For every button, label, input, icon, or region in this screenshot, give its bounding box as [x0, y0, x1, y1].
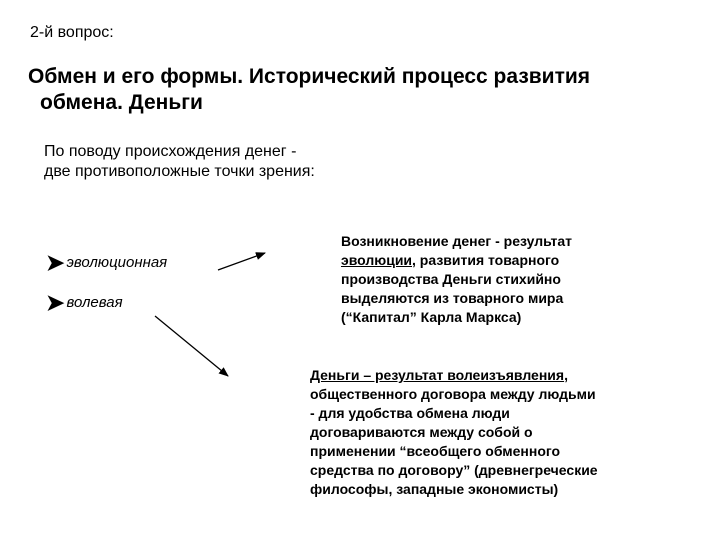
evolution-line-2-rest: , развития товарного — [412, 252, 560, 268]
volition-line-6: средства по договору” (древнегреческие — [310, 462, 598, 478]
evolution-underlined: эволюции — [341, 252, 413, 268]
evolution-line-2 — [341, 251, 631, 270]
evolution-line-4: выделяются из товарного мира — [341, 290, 564, 306]
evolution-line-5: (“Капитал” Карла Маркса) — [341, 309, 522, 325]
intro-line-2: две противоположные точки зрения: — [44, 163, 315, 180]
evolution-paragraph — [341, 232, 631, 327]
volition-line-2: общественного договора между людьми — [310, 386, 596, 402]
volition-line-1-rest: , — [564, 367, 568, 383]
evolution-line-1: Возникновение денег - результат — [341, 233, 572, 249]
intro-line-1: По поводу происхождения денег - — [44, 143, 297, 160]
volition-line-5: применении “всеобщего обменного — [310, 443, 561, 459]
bullet-label: эволюционная — [66, 254, 168, 271]
volition-underlined: Деньги – результат волеизъявления — [310, 367, 565, 383]
title-line-1: Обмен и его формы. Исторический процесс развития — [28, 65, 591, 88]
volition-line-3: - для удобства обмена люди — [310, 405, 510, 421]
volition-line-4: договариваются между собой о — [310, 424, 533, 440]
arrowhead-bullet-icon: ➤ — [46, 250, 65, 275]
arrow-to-volition — [155, 316, 228, 376]
volition-paragraph — [310, 366, 650, 499]
volition-line-1 — [310, 366, 650, 385]
question-label: 2-й вопрос: — [30, 24, 114, 41]
bullet-label: волевая — [66, 294, 123, 311]
title-line-2: обмена. Деньги — [40, 91, 203, 114]
volition-line-7: философы, западные экономисты) — [310, 481, 559, 497]
arrowhead-bullet-icon: ➤ — [46, 290, 65, 315]
arrow-to-evolution — [218, 253, 265, 270]
evolution-line-3: производства Деньги стихийно — [341, 271, 561, 287]
